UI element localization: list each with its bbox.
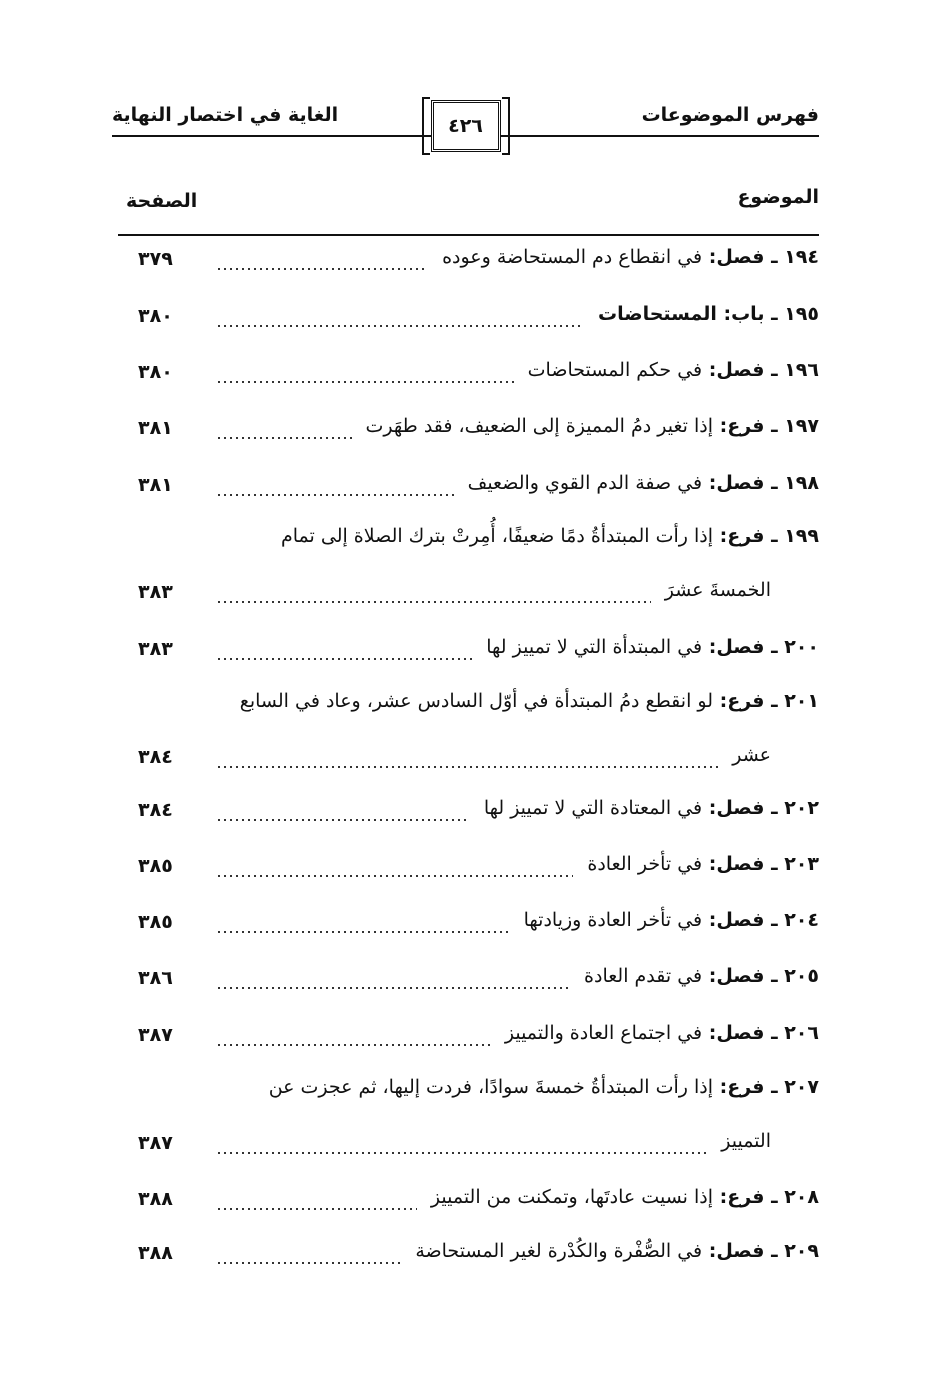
entry-page-number: ٣٨٥ [138, 911, 173, 933]
entry-title: إذا تغير دمُ المميزة إلى الضعيف، فقد طهَرت [365, 415, 713, 437]
entry-number: ١٩٨ [784, 472, 819, 494]
entry-label: فصل [716, 246, 765, 268]
entry-page-number: ٣٨٧ [138, 1024, 173, 1046]
entry-colon: : [702, 853, 717, 875]
entry-title: المستحاضات [597, 303, 717, 325]
entry-number: ١٩٧ [784, 415, 819, 437]
entry-title: في تأخر العادة وزيادتها [523, 909, 703, 931]
toc-entry-continuation [665, 579, 771, 609]
leader-dots [216, 381, 514, 383]
entry-colon: : [702, 359, 717, 381]
entry-colon: : [702, 965, 717, 987]
entry-number: ١٩٤ [784, 246, 819, 268]
entry-label: فصل [716, 636, 765, 658]
entry-colon: : [702, 472, 717, 494]
toc-entry[interactable] [118, 525, 819, 615]
toc-entry-line [587, 853, 819, 883]
leader-dots-area [216, 797, 470, 827]
entry-dash: ـ [764, 525, 785, 547]
toc-entry[interactable] [118, 472, 819, 512]
leader-dots-area [216, 636, 472, 666]
toc-entry-line [486, 636, 819, 666]
entry-title: في انقطاع دم المستحاضة وعوده [442, 246, 703, 268]
entry-colon: : [702, 797, 717, 819]
entry-title: في تأخر العادة [587, 853, 703, 875]
entry-dash: ـ [764, 1076, 785, 1098]
entry-dash: ـ [764, 1022, 785, 1044]
entry-page-number: ٣٨٤ [138, 799, 173, 821]
toc-entry[interactable] [118, 1186, 819, 1226]
page-number: ٤٢٦ [448, 115, 483, 137]
toc-entry-line [528, 359, 819, 389]
column-headers [118, 186, 819, 226]
entry-number: ٢٠٣ [784, 853, 819, 875]
entry-title: في الصُّفْرة والكُدْرة لغير المستحاضة [415, 1240, 703, 1262]
toc-entry[interactable] [118, 853, 819, 893]
toc-entry-line [442, 246, 819, 276]
entry-colon: : [713, 690, 728, 712]
toc-entry-line [269, 1076, 819, 1106]
entry-label: فرع [727, 1186, 765, 1208]
entry-page-number: ٣٨٣ [138, 581, 173, 603]
toc-entry[interactable] [118, 965, 819, 1005]
entry-dash: ـ [764, 1240, 785, 1262]
entry-number: ٢٠١ [784, 690, 819, 712]
entry-title: في المعتادة التي لا تمييز لها [483, 797, 703, 819]
entry-label: فرع [727, 690, 765, 712]
leader-dots [216, 601, 651, 603]
leader-dots [216, 658, 472, 660]
entry-label: فرع [727, 1076, 765, 1098]
toc-entry-line [598, 303, 819, 333]
section-title: فهرس الموضوعات [641, 104, 819, 126]
leader-dots [216, 1208, 417, 1210]
leader-dots-area [216, 359, 514, 389]
entry-label: فصل [716, 965, 765, 987]
entry-colon: : [716, 303, 732, 325]
entry-title: لو انقطع دمُ المبتدأة في أوّل السادس عشر، وعاد في السابع [239, 690, 713, 712]
entry-label: فصل [716, 853, 765, 875]
toc-entry-line [468, 472, 819, 502]
toc-entry-line [415, 1240, 819, 1270]
entry-dash: ـ [764, 359, 785, 381]
page-header [112, 100, 819, 160]
leader-dots [216, 1044, 491, 1046]
leader-dots [216, 268, 428, 270]
entry-dash: ـ [764, 636, 785, 658]
entry-colon: : [702, 246, 717, 268]
toc-entry[interactable] [118, 797, 819, 837]
leader-dots-area [216, 909, 510, 939]
entry-title: في المبتدأة التي لا تمييز لها [486, 636, 703, 658]
leader-dots [216, 766, 718, 768]
entry-dash: ـ [764, 1186, 785, 1208]
header-divider [118, 234, 819, 236]
entry-colon: : [713, 525, 728, 547]
entry-title: إذا رأت المبتدأةُ خمسةَ سوادًا، فردت إليها، ثم عجزت عن [268, 1076, 713, 1098]
leader-dots [216, 931, 510, 933]
entry-title: إذا نسيت عادتَها، وتمكنت من التمييز [430, 1186, 713, 1208]
entry-label: فصل [716, 1022, 765, 1044]
entry-title: في حكم المستحاضات [527, 359, 703, 381]
entry-page-number: ٣٨٧ [138, 1132, 173, 1154]
leader-dots-area [216, 853, 573, 883]
entry-page-number: ٣٨٠ [138, 305, 173, 327]
leader-dots [216, 1262, 401, 1264]
entry-page-number: ٣٨٥ [138, 855, 173, 877]
entry-dash: ـ [764, 965, 785, 987]
toc-entry-line [240, 690, 819, 720]
leader-dots [216, 875, 573, 877]
leader-dots [216, 819, 470, 821]
entry-page-number: ٣٨٤ [138, 746, 173, 768]
entry-dash: ـ [764, 853, 785, 875]
book-title: الغاية في اختصار النهاية [112, 104, 339, 126]
toc-entry-line [524, 909, 819, 939]
entry-number: ٢٠٤ [784, 909, 819, 931]
entry-title-continuation: الخمسةَ عشرَ [664, 579, 771, 601]
entry-number: ٢٠٧ [784, 1076, 819, 1098]
leader-dots [216, 1152, 707, 1154]
entry-label: باب [731, 303, 765, 325]
leader-dots-area [216, 415, 352, 445]
leader-dots [216, 325, 584, 327]
column-header-topic: الموضوع [737, 186, 819, 208]
page-number-frame [431, 100, 501, 152]
entry-title: إذا رأت المبتدأةُ دمًا ضعيفًا، أُمِرتْ بترك الصلاة إلى تمام [281, 525, 713, 547]
entry-label: فصل [716, 1240, 765, 1262]
leader-dots-area [216, 744, 718, 774]
entry-title: في تقدم العادة [584, 965, 703, 987]
entry-number: ٢٠٨ [784, 1186, 819, 1208]
toc-entry-line [366, 415, 819, 445]
toc-entry-line [584, 965, 819, 995]
entry-colon: : [713, 1186, 728, 1208]
entry-number: ٢٠٦ [784, 1022, 819, 1044]
leader-dots-area [216, 1240, 401, 1270]
entry-page-number: ٣٨٠ [138, 361, 173, 383]
entry-label: فرع [727, 525, 765, 547]
leader-dots-area [216, 965, 570, 995]
entry-dash: ـ [764, 909, 785, 931]
entry-label: فصل [716, 797, 765, 819]
entry-dash: ـ [764, 797, 785, 819]
toc-entry[interactable] [118, 303, 819, 343]
entry-label: فرع [727, 415, 765, 437]
toc-entry[interactable] [118, 246, 819, 286]
toc-entry-line [431, 1186, 819, 1216]
entry-page-number: ٣٨٨ [138, 1242, 173, 1264]
entry-dash: ـ [764, 246, 785, 268]
column-header-page: الصفحة [126, 190, 198, 212]
toc-entry-continuation [721, 1130, 771, 1160]
entry-page-number: ٣٨١ [138, 474, 173, 496]
toc-entry[interactable] [118, 1022, 819, 1062]
entry-label: فصل [716, 359, 765, 381]
entry-title-continuation: عشر [732, 744, 771, 766]
entry-title: في صفة الدم القوي والضعيف [467, 472, 703, 494]
leader-dots [216, 437, 352, 439]
entry-page-number: ٣٨٨ [138, 1188, 173, 1210]
entry-page-number: ٣٧٩ [138, 248, 173, 270]
toc-entry[interactable] [118, 415, 819, 455]
leader-dots-area [216, 246, 428, 276]
entry-colon: : [702, 636, 717, 658]
leader-dots-area [216, 1186, 417, 1216]
entry-colon: : [702, 909, 717, 931]
toc-entry[interactable] [118, 1240, 819, 1280]
entry-label: فصل [716, 472, 765, 494]
leader-dots-area [216, 472, 454, 502]
leader-dots-area [216, 1130, 707, 1160]
entry-number: ١٩٦ [784, 359, 819, 381]
toc-entry-line [281, 525, 819, 555]
entry-colon: : [713, 1076, 728, 1098]
toc-entry[interactable] [118, 359, 819, 399]
entry-number: ١٩٩ [784, 525, 819, 547]
toc-entry[interactable] [118, 636, 819, 676]
entry-colon: : [713, 415, 728, 437]
entry-dash: ـ [764, 690, 785, 712]
entry-number: ٢٠٢ [784, 797, 819, 819]
toc-entry[interactable] [118, 909, 819, 949]
toc-entry-line [505, 1022, 819, 1052]
entry-page-number: ٣٨٦ [138, 967, 173, 989]
entry-label: فصل [716, 909, 765, 931]
entry-page-number: ٣٨١ [138, 417, 173, 439]
entry-page-number: ٣٨٣ [138, 638, 173, 660]
toc-entry[interactable] [118, 1076, 819, 1166]
toc-entry-line [484, 797, 819, 827]
entry-title: في اجتماع العادة والتمييز [504, 1022, 703, 1044]
toc-entry[interactable] [118, 690, 819, 780]
entry-number: ٢٠٩ [784, 1240, 819, 1262]
entry-dash: ـ [764, 472, 785, 494]
leader-dots [216, 987, 570, 989]
entry-title-continuation: التمييز [721, 1130, 771, 1152]
toc-entry-continuation [732, 744, 771, 774]
entry-colon: : [702, 1022, 717, 1044]
entry-number: ٢٠٠ [784, 636, 819, 658]
entry-number: ١٩٥ [784, 303, 819, 325]
entry-dash: ـ [764, 415, 785, 437]
leader-dots [216, 494, 454, 496]
entry-colon: : [702, 1240, 717, 1262]
leader-dots-area [216, 1022, 491, 1052]
entry-number: ٢٠٥ [784, 965, 819, 987]
entry-dash: ـ [764, 303, 785, 325]
leader-dots-area [216, 303, 584, 333]
leader-dots-area [216, 579, 651, 609]
